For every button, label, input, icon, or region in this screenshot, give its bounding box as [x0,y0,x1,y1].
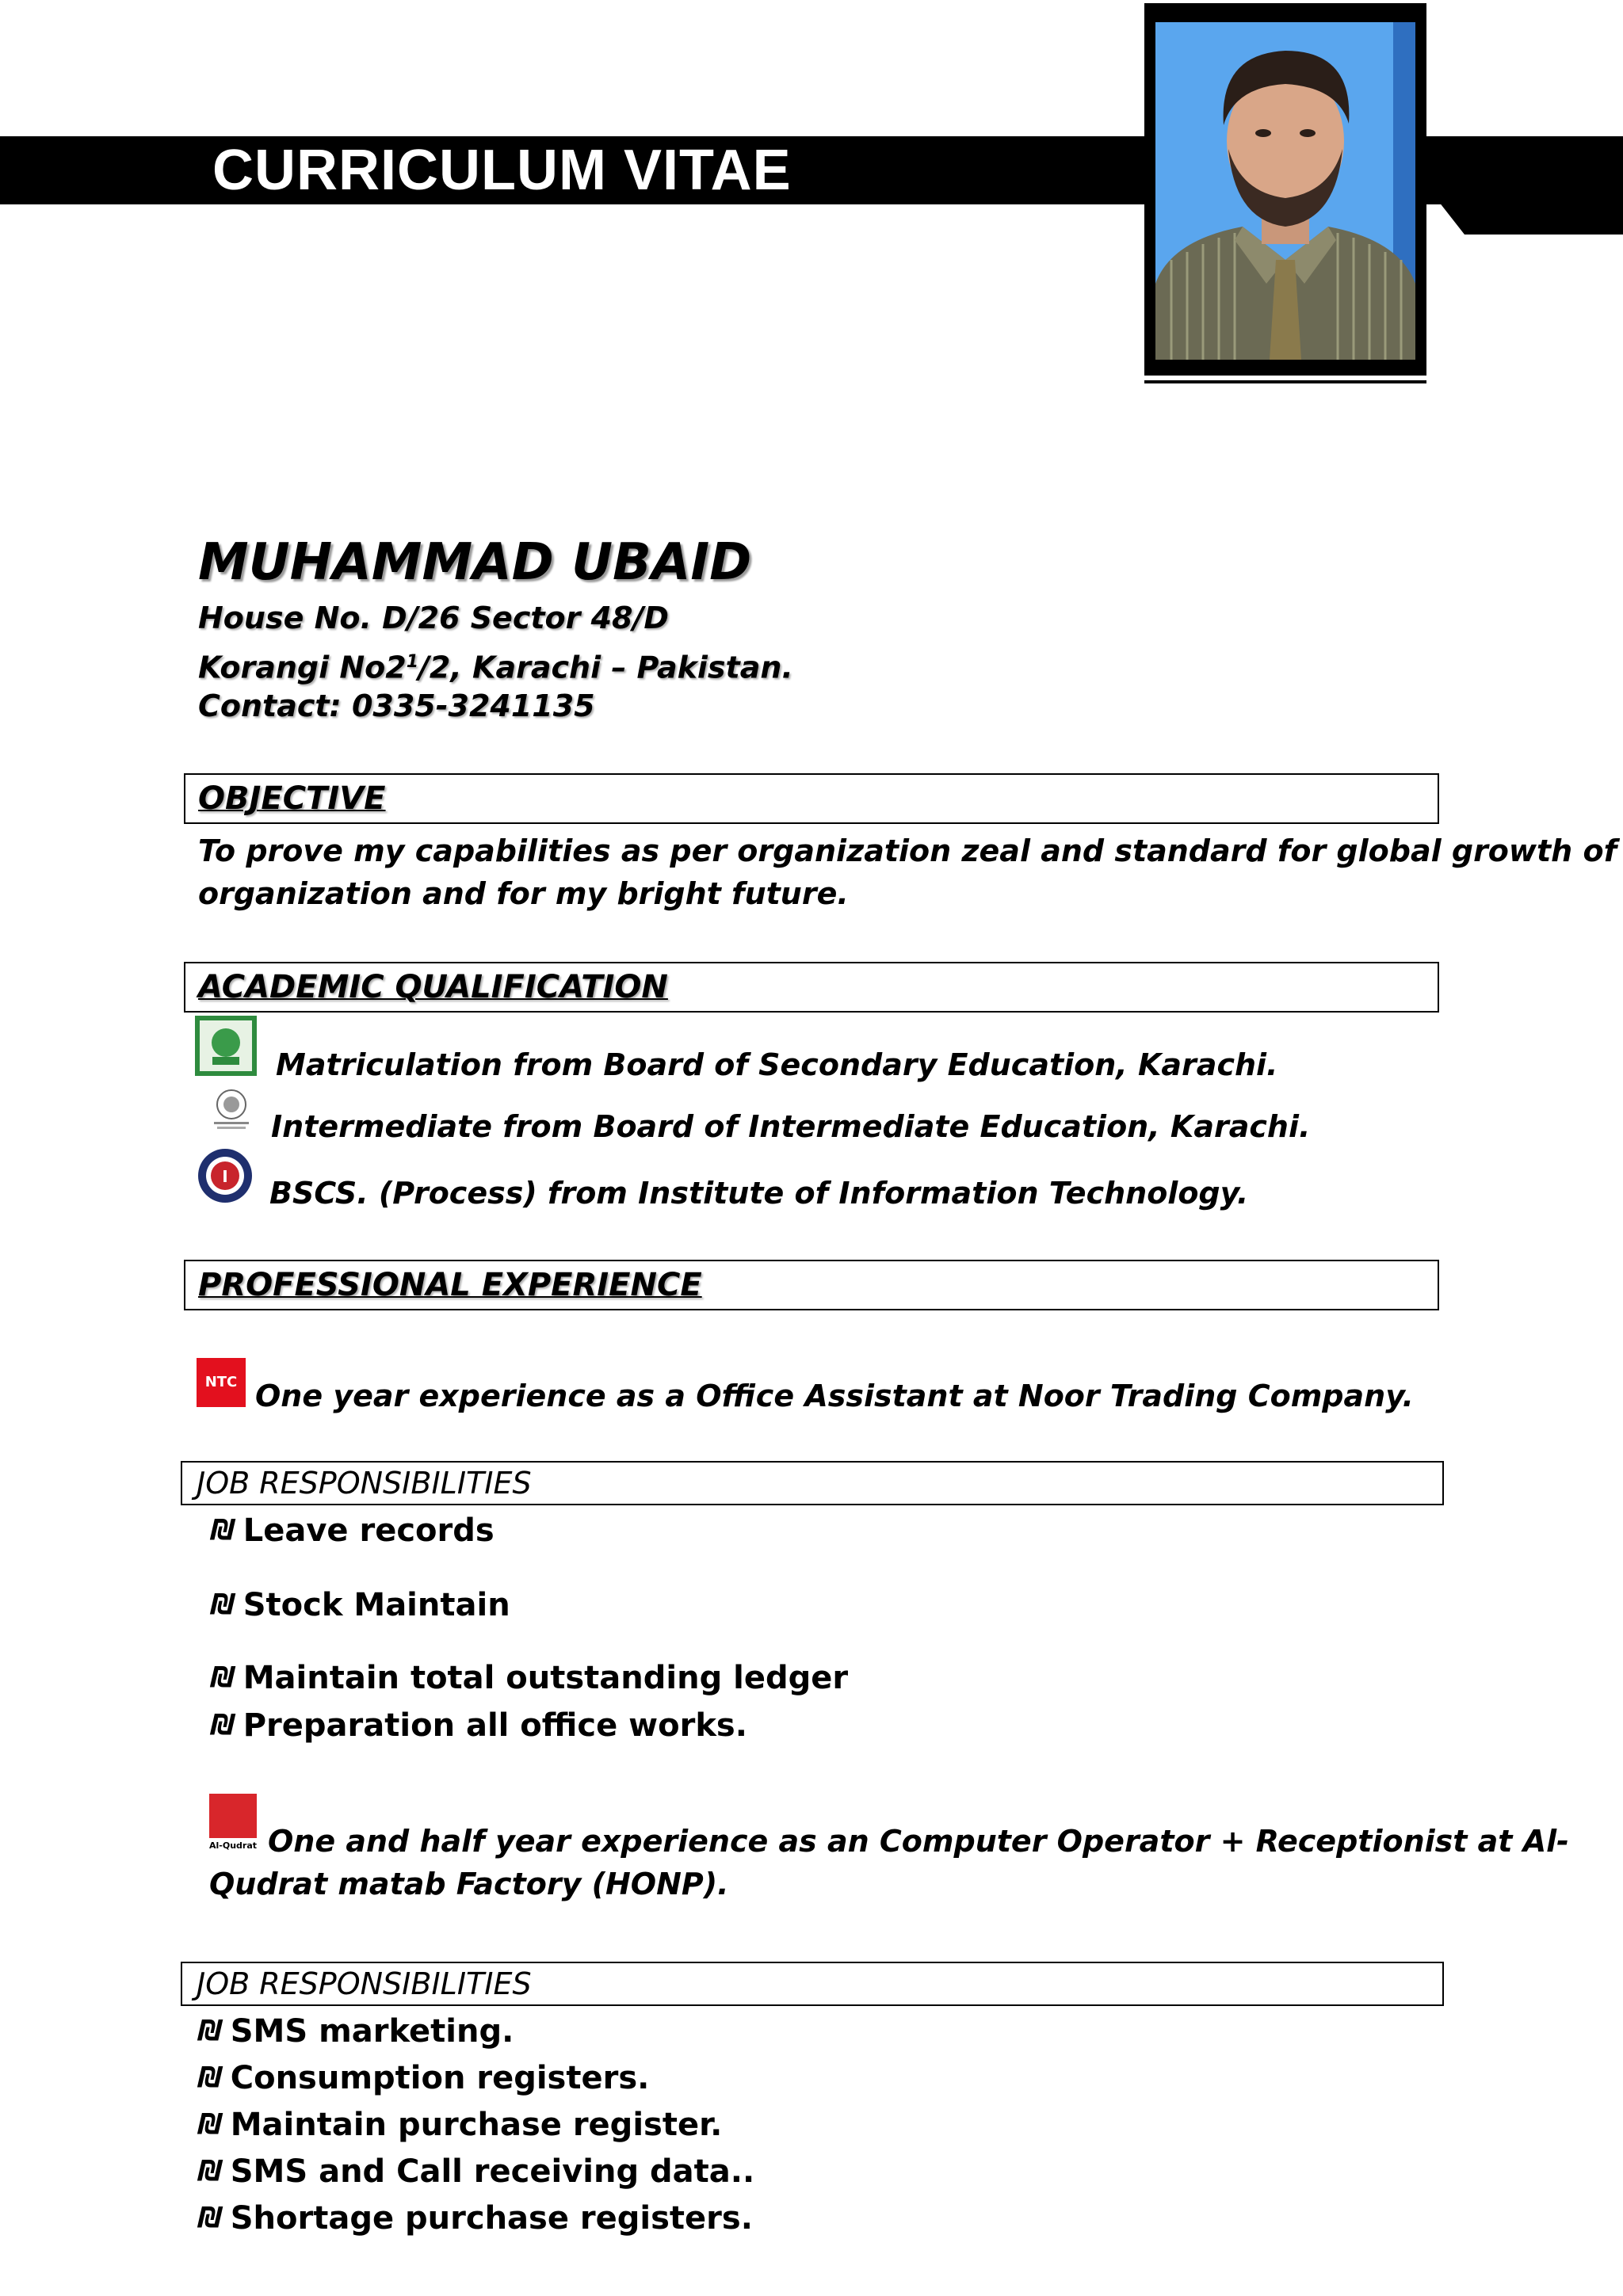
bullet-icon: ₪ [198,2155,223,2187]
responsibility-text: Preparation all office works. [242,1707,747,1744]
list-item [198,2103,722,2147]
responsibility-text: Leave records [242,1512,495,1549]
responsibility-text: Stock Maintain [242,1587,510,1623]
list-item [198,2149,754,2194]
address-line-2-part: /2, Karachi – Pakistan. [418,650,793,685]
al-qudrat-logo-mark [209,1794,257,1838]
academic-item: BSCS. (Process) from Institute of Information Technology. [269,1176,1249,1211]
responsibility-text: SMS marketing. [230,2013,514,2050]
list-item [198,2009,514,2054]
job-2-description-line-1: One and half year experience as an Computer Operator + Receptionist at Al- [268,1824,1569,1859]
academic-item: Intermediate from Board of Intermediate Education, Karachi. [271,1109,1311,1144]
objective-text-line-1: To prove my capabilities as per organization zeal and standard for global growth of [198,833,1617,868]
list-item [198,2196,753,2241]
list-item [198,2056,649,2100]
al-qudrat-logo-label: Al-Qudrat [209,1840,257,1851]
objective-text-line-2: organization and for my bright future. [198,876,849,911]
experience-heading: PROFESSIONAL EXPERIENCE [198,1267,702,1303]
bullet-icon: ₪ [198,2061,223,2094]
list-item [211,1703,747,1748]
list-item [211,1508,495,1553]
cv-title: CURRICULUM VITAE [212,139,792,202]
bullet-icon: ₪ [198,2202,223,2234]
responsibility-text: Maintain purchase register. [230,2107,723,2143]
academic-heading: ACADEMIC QUALIFICATION [198,969,668,1005]
address-line-2 [198,640,793,690]
svg-text:I: I [222,1167,228,1186]
person-portrait-icon [1155,22,1415,360]
profile-photo [1155,22,1415,360]
academic-item: Matriculation from Board of Secondary Education, Karachi. [276,1047,1278,1082]
iit-logo-icon [197,1147,254,1204]
responsibility-text: SMS and Call receiving data.. [230,2153,755,2190]
list-item [211,1583,510,1627]
bullet-icon: ₪ [198,2108,223,2141]
bullet-icon: ₪ [211,1589,235,1621]
banner-corner-decoration [1436,198,1623,235]
objective-heading: OBJECTIVE [198,780,386,817]
contact-line: Contact: 0335-3241135 [198,688,595,723]
profile-photo-frame [1144,3,1426,376]
list-item [211,1656,848,1700]
job-2-responsibilities-heading: JOB RESPONSIBILITIES [197,1966,532,2001]
address-line-1: House No. D/26 Sector 48/D [198,601,669,635]
bse-karachi-logo-icon [195,1016,257,1076]
responsibility-text: Maintain total outstanding ledger [242,1660,849,1696]
job-2-description-line-2: Qudrat matab Factory (HONP). [209,1867,729,1901]
bie-karachi-logo-icon [208,1085,255,1133]
bullet-icon: ₪ [198,2015,223,2047]
al-qudrat-logo-icon [209,1794,257,1854]
job-1-description: One year experience as a Office Assistant at Noor Trading Company. [255,1379,1414,1413]
bullet-icon: ₪ [211,1514,235,1547]
responsibility-text: Consumption registers. [230,2060,650,2096]
ntc-logo-icon: NTC [197,1358,246,1407]
bullet-icon: ₪ [211,1661,235,1694]
responsibility-text: Shortage purchase registers. [230,2200,753,2237]
address-line-2-part: Korangi No2 [198,650,407,685]
address-superscript: 1 [406,652,419,672]
candidate-name: MUHAMMAD UBAID [198,533,752,592]
bullet-icon: ₪ [211,1709,235,1741]
job-1-responsibilities-heading: JOB RESPONSIBILITIES [197,1466,532,1501]
